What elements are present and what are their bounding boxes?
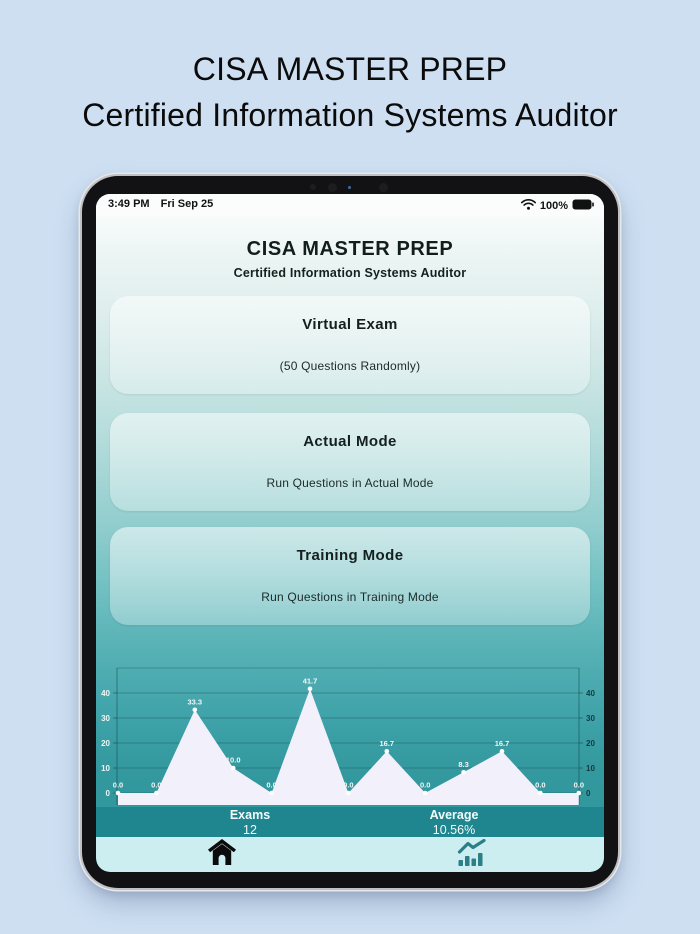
bar-chart-icon [457,839,487,871]
svg-text:40: 40 [101,688,110,698]
page-title-line2: Certified Information Systems Auditor [82,97,618,133]
svg-text:30: 30 [101,713,110,723]
front-camera-icon [310,184,316,190]
page-title [0,46,700,138]
svg-text:10.0: 10.0 [225,755,241,765]
stat-exams [180,808,320,837]
stats-band [96,807,604,837]
stat-label: Exams [229,808,271,822]
wifi-icon [521,197,536,215]
app-subtitle: Certified Information Systems Auditor [233,266,467,280]
svg-text:0.0: 0.0 [343,780,354,790]
battery-percent: 100% [539,200,568,212]
svg-text:41.7: 41.7 [302,676,318,686]
camera-indicator-icon [348,186,351,189]
svg-text:0.0: 0.0 [151,780,162,790]
battery-full-icon [572,197,594,215]
stat-value: 10.56% [432,823,476,837]
card-title: Actual Mode [303,433,397,450]
svg-text:40: 40 [586,688,595,698]
svg-text:0.0: 0.0 [419,780,431,790]
card-title: Training Mode [296,547,404,564]
status-date: Fri Sep 25 [160,198,214,210]
card-subtitle: Run Questions in Training Mode [261,590,439,604]
page-title-line1: CISA MASTER PREP [192,51,508,87]
svg-text:0: 0 [105,788,110,798]
status-left [108,198,213,210]
tab-home[interactable] [182,837,262,872]
svg-text:0.0: 0.0 [535,780,546,790]
virtual-exam-card[interactable] [110,296,590,394]
status-time: 3:49 PM [108,198,150,210]
actual-mode-card[interactable] [110,413,590,511]
svg-text:0.0: 0.0 [266,780,277,790]
training-mode-card[interactable] [110,527,590,625]
ipad-screen [96,194,604,872]
svg-text:0.0: 0.0 [573,780,585,790]
tab-bar [96,837,604,872]
stat-label: Average [429,808,479,822]
card-subtitle: Run Questions in Actual Mode [266,476,434,490]
exam-results-chart [96,644,604,810]
svg-text:20: 20 [101,738,110,748]
app-title: CISA MASTER PREP [246,238,454,260]
svg-text:16.7: 16.7 [494,738,510,748]
svg-text:33.3: 33.3 [187,697,203,707]
status-bar [96,194,604,216]
svg-text:10: 10 [586,763,595,773]
status-right [521,197,594,215]
tab-stats[interactable] [432,837,512,872]
card-subtitle: (50 Questions Randomly) [279,359,421,373]
stat-average [384,808,524,837]
card-title: Virtual Exam [302,316,398,333]
stat-value: 12 [243,823,257,837]
svg-text:0: 0 [586,788,591,798]
svg-text:0.0: 0.0 [112,780,124,790]
front-camera-icon [379,183,388,192]
front-camera-icon [328,183,337,192]
svg-text:20: 20 [586,738,595,748]
svg-text:30: 30 [586,713,595,723]
svg-text:8.3: 8.3 [458,759,469,769]
svg-text:16.7: 16.7 [379,738,395,748]
home-icon [208,839,236,870]
ipad-device-frame [82,176,618,888]
svg-text:10: 10 [101,763,110,773]
